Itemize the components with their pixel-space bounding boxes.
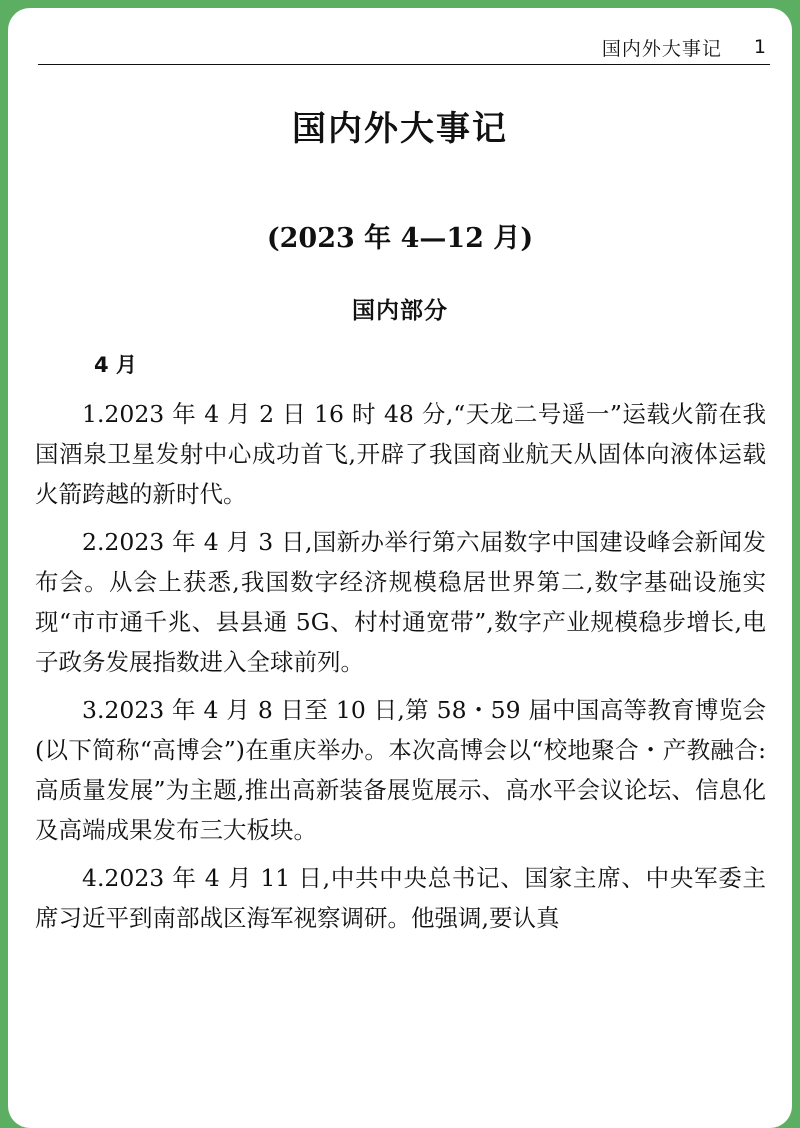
running-header	[38, 30, 770, 65]
entry-paragraph: 4.2023 年 4 月 11 日,中共中央总书记、国家主席、中央军委主席习近平到南部战区海军视察调研。他强调,要认真	[35, 864, 766, 932]
entry-paragraph: 2.2023 年 4 月 3 日,国新办举行第六届数字中国建设峰会新闻发布会。从会上获悉,我国数字经济规模稳居世界第二,数字基础设施实现“市市通千兆、县县通 5G、村村通宽带”,数字产业规模稳步增长,电子政务发展指数进入全球前列。	[35, 528, 766, 676]
document-title: 国内外大事记	[292, 109, 508, 149]
entry-paragraph: 3.2023 年 4 月 8 日至 10 日,第 58・59 届中国高等教育博览会(以下简称“高博会”)在重庆举办。本次高博会以“校地聚合・产教融合:高质量发展”为主题,推出高新装备展览展示、高水平会议论坛、信息化及高端成果发布三大板块。	[35, 696, 766, 844]
month-heading: 4 月	[94, 353, 137, 377]
running-header-title: 国内外大事记	[601, 37, 722, 60]
page-number: 1	[753, 36, 766, 58]
entry-list	[35, 394, 766, 946]
date-range-subtitle: (2023 年 4—12 月)	[266, 223, 534, 254]
section-heading: 国内部分	[352, 298, 448, 324]
entry-paragraph: 1.2023 年 4 月 2 日 16 时 48 分,“天龙二号遥一”运载火箭在我国酒泉卫星发射中心成功首飞,开辟了我国商业航天从固体向液体运载火箭跨越的新时代。	[35, 400, 766, 508]
document-page	[8, 8, 792, 1128]
